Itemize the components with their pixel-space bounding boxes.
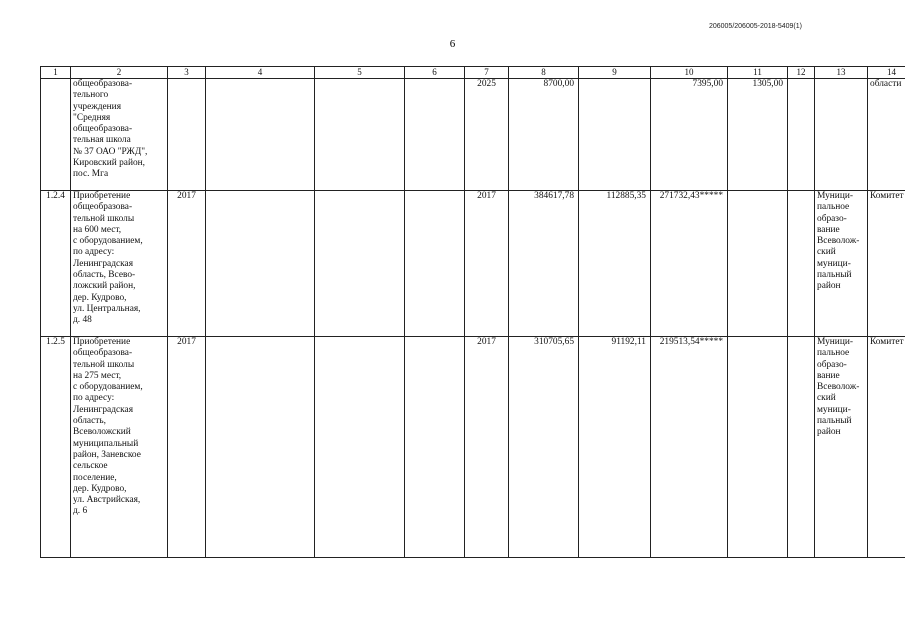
column-number: 9 (579, 67, 651, 79)
program-table (40, 66, 905, 558)
year: 2025 (465, 79, 509, 191)
cell-col-12 (788, 337, 815, 558)
cell-col-5 (315, 191, 405, 337)
item-number: 1.2.5 (41, 337, 71, 558)
cell-col-6 (405, 79, 465, 191)
table-row (41, 191, 905, 337)
local-amount (728, 191, 788, 337)
column-number: 8 (509, 67, 579, 79)
table-row (41, 337, 905, 558)
column-number: 10 (651, 67, 728, 79)
page-number: 6 (449, 38, 456, 50)
regional-amount: 271732,43***** (651, 191, 728, 337)
recipient (815, 79, 868, 191)
start-year (168, 79, 206, 191)
responsible: области (868, 79, 905, 191)
local-amount (728, 337, 788, 558)
year: 2017 (465, 337, 509, 558)
responsible: Комитет (868, 191, 905, 337)
cell-col-12 (788, 191, 815, 337)
cell-col-4 (206, 191, 315, 337)
object-description: общеобразова- тельного учреждения "Средняя общеобразова- тельная школа № 37 ОАО "РЖД", Кировский район, пос. Мга (71, 79, 168, 191)
total-amount: 310705,65 (509, 337, 579, 558)
start-year: 2017 (168, 337, 206, 558)
recipient: Муници- пальное образо- вание Всеволож- ский муници- пальный район (815, 337, 868, 558)
column-number: 13 (815, 67, 868, 79)
cell-col-4 (206, 79, 315, 191)
column-number: 7 (465, 67, 509, 79)
column-number: 2 (71, 67, 168, 79)
object-description: Приобретение общеобразова- тельной школы на 600 мест, с оборудованием, по адресу: Ленинградская область, Всево- ложский район, дер. Кудрово, ул. Центральная, д. 48 (71, 191, 168, 337)
column-number: 5 (315, 67, 405, 79)
column-number-row (41, 67, 905, 79)
cell-col-4 (206, 337, 315, 558)
document-id: 206005/206005-2018-5409(1) (708, 23, 802, 30)
column-number: 14 (868, 67, 905, 79)
column-number: 12 (788, 67, 815, 79)
table-row (41, 79, 905, 191)
column-number: 3 (168, 67, 206, 79)
cell-col-5 (315, 79, 405, 191)
total-amount: 8700,00 (509, 79, 579, 191)
cell-col-5 (315, 337, 405, 558)
year: 2017 (465, 191, 509, 337)
item-number: 1.2.4 (41, 191, 71, 337)
column-number: 1 (41, 67, 71, 79)
cell-col-12 (788, 79, 815, 191)
regional-amount: 219513,54***** (651, 337, 728, 558)
column-number: 4 (206, 67, 315, 79)
item-number (41, 79, 71, 191)
federal-amount: 91192,11 (579, 337, 651, 558)
regional-amount: 7395,00 (651, 79, 728, 191)
cell-col-6 (405, 191, 465, 337)
total-amount: 384617,78 (509, 191, 579, 337)
column-number: 11 (728, 67, 788, 79)
object-description: Приобретение общеобразова- тельной школы на 275 мест, с оборудованием, по адресу: Ленинградская область, Всеволожский муниципальный район, Заневское сельское поселение, дер. Кудрово, ул. Австрийская, д. 6 (71, 337, 168, 558)
recipient: Муници- пальное образо- вание Всеволож- ский муници- пальный район (815, 191, 868, 337)
local-amount: 1305,00 (728, 79, 788, 191)
column-number: 6 (405, 67, 465, 79)
cell-col-6 (405, 337, 465, 558)
federal-amount (579, 79, 651, 191)
responsible: Комитет (868, 337, 905, 558)
federal-amount: 112885,35 (579, 191, 651, 337)
start-year: 2017 (168, 191, 206, 337)
